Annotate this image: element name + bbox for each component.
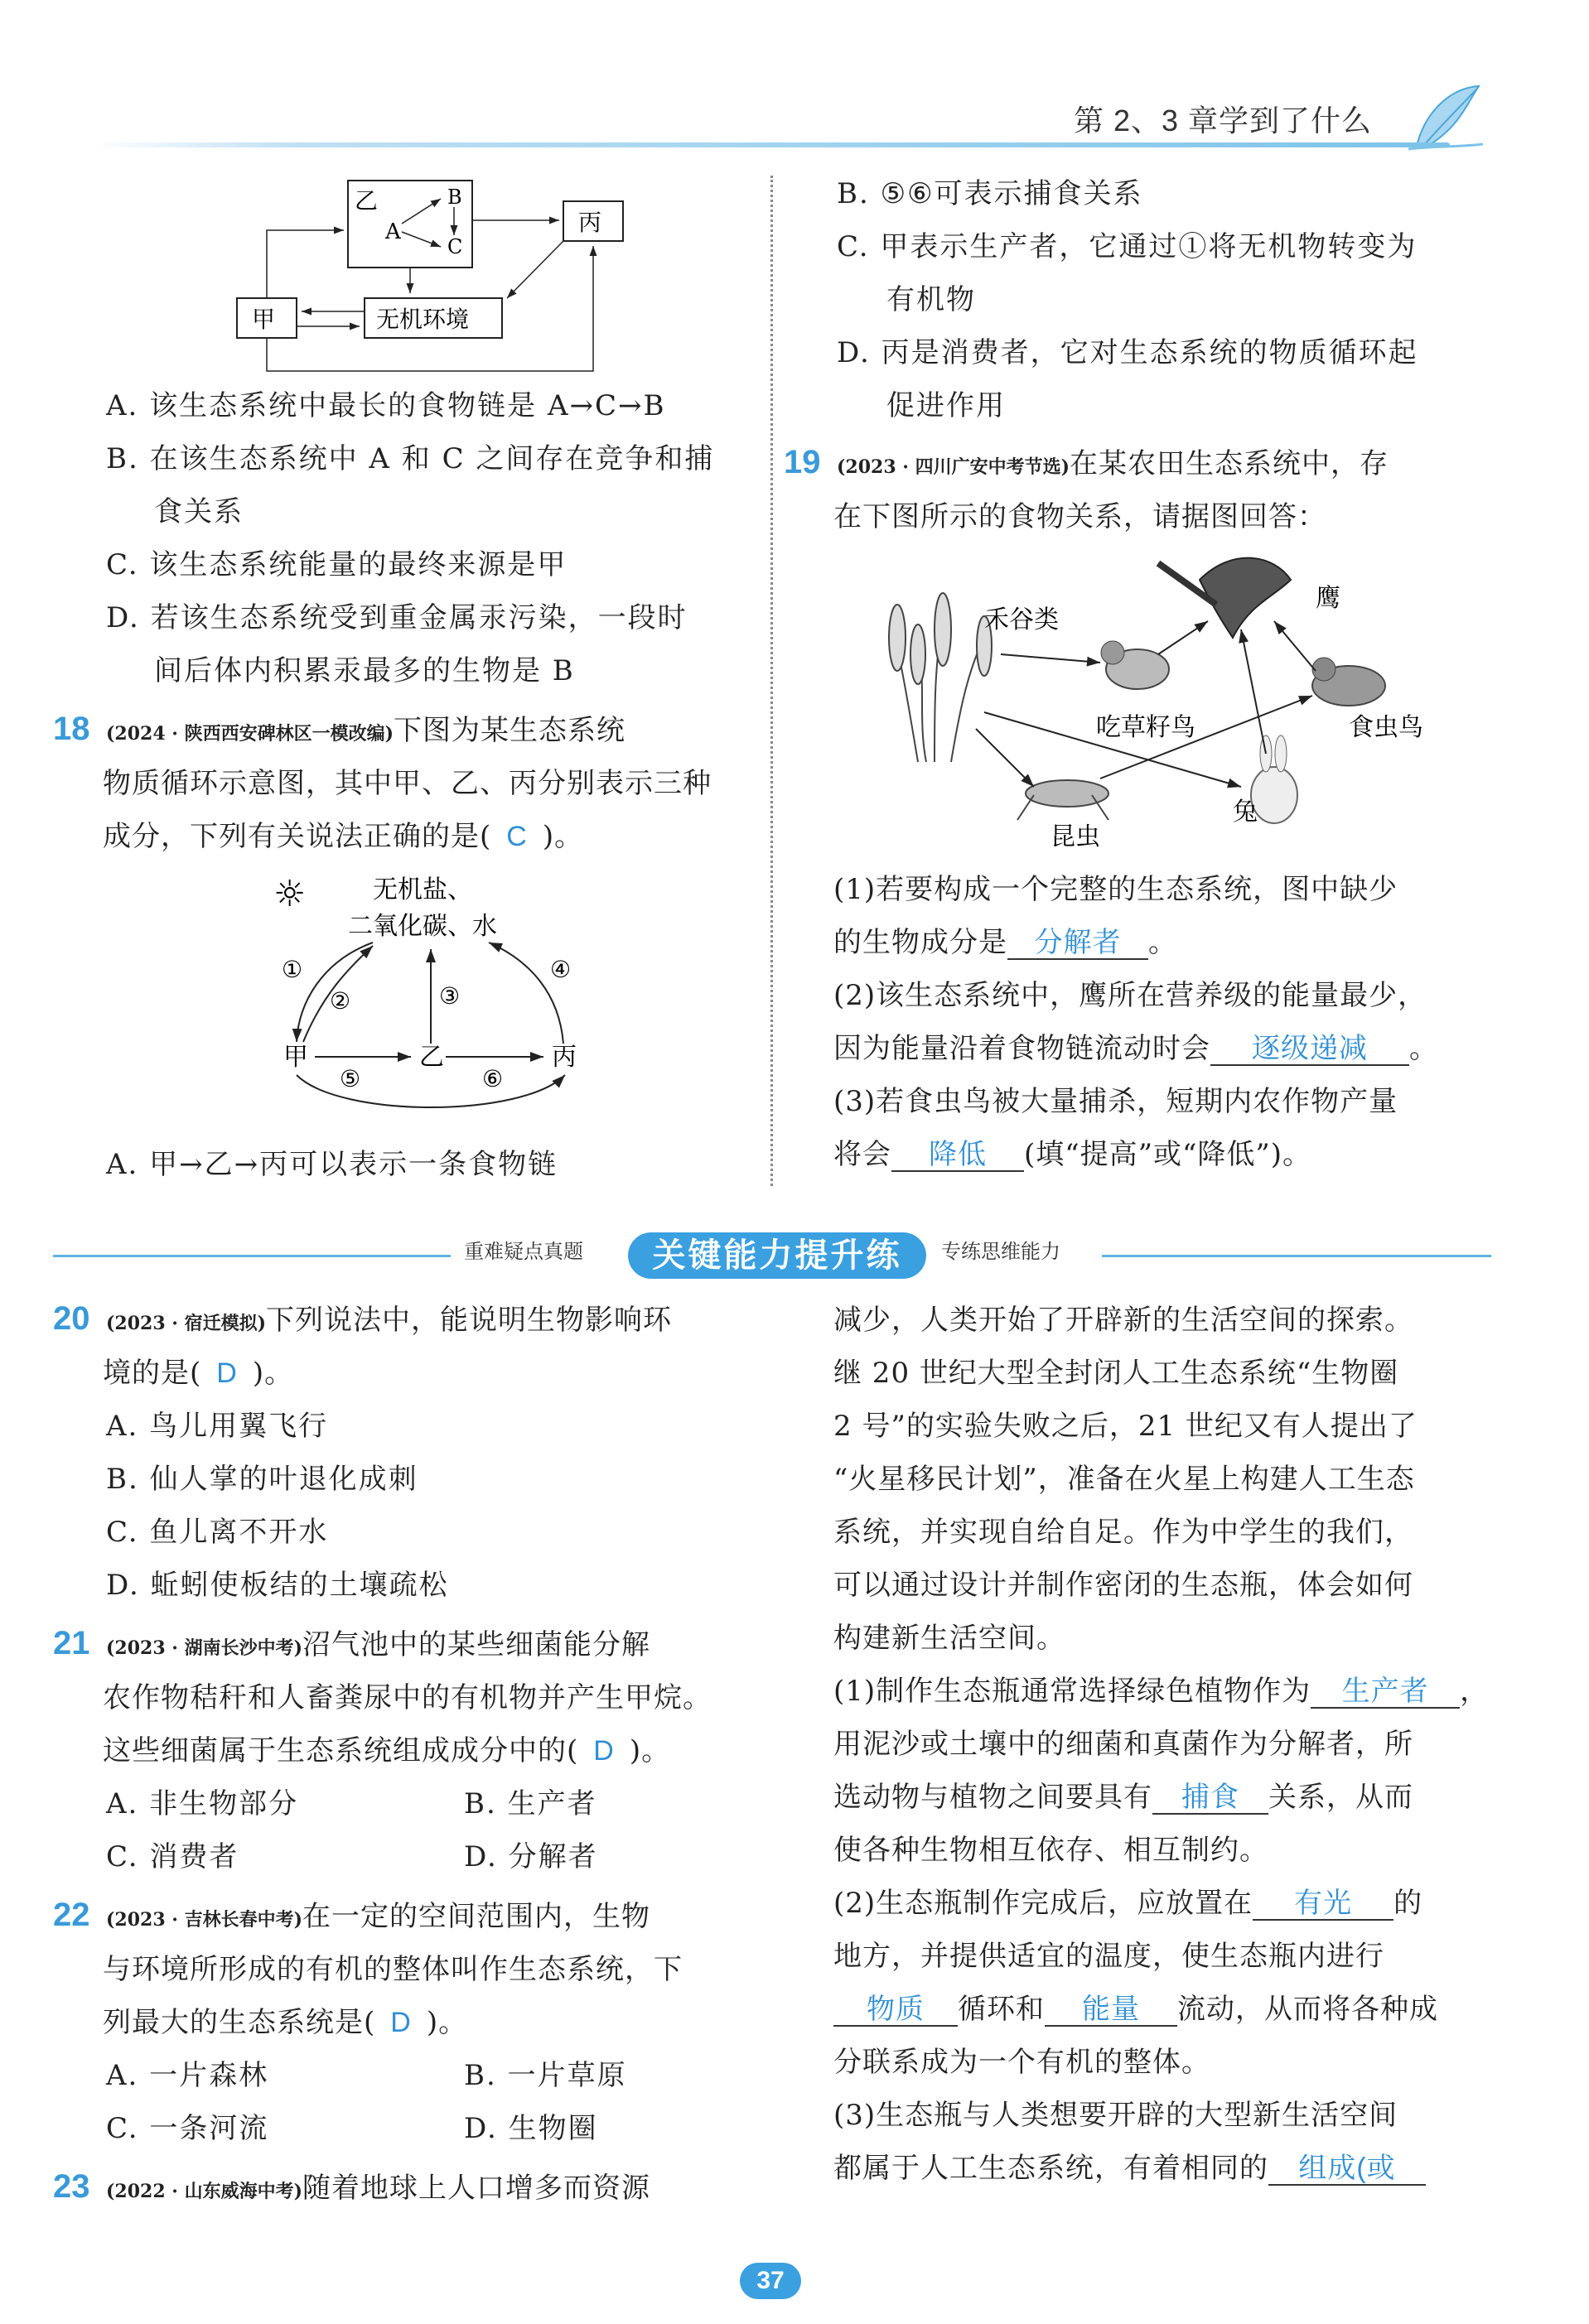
q18-option-a: A. 甲→乙→丙可以表示一条食物链 — [106, 1148, 558, 1181]
q18-option-c: C. 甲表示生产者，它通过①将无机物转变为 — [837, 230, 1418, 263]
q23-stem-r4: “火星移民计划”，准备在火星上构建人工生态 — [833, 1463, 1415, 1496]
q23-part1-answer1: 生产者 — [1311, 1675, 1460, 1709]
header-bar — [91, 142, 1450, 147]
cycle-num-5: ⑤ — [340, 1065, 361, 1092]
q18-stem-line3: 成分，下列有关说法正确的是( C )。 — [103, 820, 584, 853]
page-number: 37 — [740, 2263, 801, 2299]
q23-part2-line2: 地方，并提供适宜的温度，使生态瓶内进行 — [833, 1940, 1384, 1973]
q23-part2-line3: 物质 循环和 能量 流动，从而将各种成 — [833, 1993, 1438, 2027]
diag-label-jia: 甲 — [252, 306, 276, 333]
q23-stem-r2: 继 20 世纪大型全封闭人工生态系统“生物圈 — [833, 1357, 1399, 1390]
q19-part2-line1: (2)该生态系统中，鹰所在营养级的能量最少， — [833, 979, 1427, 1012]
q18-stem-line1: (2024 · 陕西西安碑林区一模改编)下图为某生态系统 — [106, 714, 626, 747]
q23-stem-r6: 可以通过设计并制作密闭的生态瓶，体会如何 — [833, 1569, 1413, 1602]
q17-option-d: D. 若该生态系统受到重金属汞污染，一段时 — [106, 601, 688, 634]
cycle-num-1: ① — [282, 956, 303, 983]
q19-part2-line2: 因为能量沿着食物链流动时会 逐级递减 。 — [833, 1032, 1438, 1065]
section-line-left — [53, 1255, 451, 1257]
q23-part2-answer1: 有光 — [1253, 1888, 1393, 1921]
q23-part2-answer2: 物质 — [833, 1994, 958, 2027]
q22-option-a: A. 一片森林 — [106, 2059, 269, 2092]
cycle-num-6: ⑥ — [482, 1065, 504, 1092]
q19-part1-answer: 分解者 — [1007, 927, 1148, 960]
q20-stem-line1: (2023 · 宿迁模拟)下列说法中，能说明生物影响环 — [106, 1304, 673, 1337]
q21-option-b: B. 生产者 — [464, 1787, 597, 1820]
chapter-title: 第 2、3 章学到了什么 — [1073, 104, 1372, 137]
q18-number: 18 — [53, 711, 90, 747]
q17-option-b: B. 在该生态系统中 A 和 C 之间存在竞争和捕 — [106, 442, 715, 475]
q17-option-c: C. 该生态系统能量的最终来源是甲 — [106, 548, 568, 581]
q20-option-d: D. 蚯蚓使板结的土壤疏松 — [106, 1569, 449, 1602]
q22-option-c: C. 一条河流 — [106, 2112, 269, 2145]
section-right-note: 专练思维能力 — [941, 1240, 1060, 1263]
q23-part3-line1: (3)生态瓶与人类想要开辟的大型新生活空间 — [833, 2099, 1398, 2132]
cycle-node-jia: 甲 — [283, 1043, 308, 1072]
section-left-note: 重难疑点真题 — [464, 1240, 583, 1263]
rabbit-icon — [1251, 735, 1297, 823]
insect-bird-icon — [1312, 658, 1385, 706]
q20-answer: D — [216, 1357, 238, 1389]
q19-number: 19 — [784, 444, 821, 480]
q22-answer: D — [390, 2007, 412, 2038]
q23-stem-r3: 2 号”的实验失败之后，21 世纪又有人提出了 — [833, 1410, 1418, 1443]
ecosystem-diagram — [224, 172, 654, 379]
q18-answer: C — [506, 821, 528, 852]
q21-option-d: D. 分解者 — [464, 1840, 598, 1873]
q20-option-a: A. 鸟儿用翼飞行 — [106, 1410, 329, 1443]
q22-stem-line3: 列最大的生态系统是( D )。 — [103, 2006, 468, 2039]
section-badge: 关键能力提升练 — [628, 1232, 926, 1279]
q23-stem-r7: 构建新生活空间。 — [833, 1622, 1065, 1655]
q20-option-c: C. 鱼儿离不开水 — [106, 1516, 329, 1549]
q19-part1-line2: 的生物成分是 分解者 。 — [833, 926, 1177, 959]
q18-option-c-cont: 有机物 — [886, 283, 976, 316]
diag-label-c: C — [447, 235, 463, 258]
seed-bird-icon — [1101, 641, 1169, 689]
q17-option-d-cont: 间后体内积累汞最多的生物是 B — [154, 654, 575, 687]
q22-option-d: D. 生物圈 — [464, 2112, 598, 2145]
cycle-node-bing: 丙 — [552, 1043, 577, 1072]
q20-number: 20 — [53, 1300, 90, 1337]
q23-part3-line2: 都属于人工生态系统，有着相同的 组成(或 — [833, 2152, 1426, 2186]
section-line-right — [1102, 1255, 1491, 1257]
label-eagle: 鹰 — [1316, 584, 1340, 613]
diag-label-env: 无机环境 — [376, 306, 470, 333]
q23-part3-answer: 组成(或 — [1268, 2153, 1426, 2186]
q19-part3-answer: 降低 — [891, 1139, 1024, 1172]
cycle-top-label2: 二氧化碳、水 — [348, 912, 497, 941]
q23-source: (2022 · 山东威海中考) — [106, 2181, 303, 2202]
q18-option-d-cont: 促进作用 — [886, 389, 1006, 422]
q20-stem-line2: 境的是( D )。 — [103, 1357, 294, 1390]
diag-label-yi: 乙 — [355, 187, 379, 215]
cycle-node-yi: 乙 — [419, 1043, 444, 1072]
q21-source: (2023 · 湖南长沙中考) — [106, 1637, 303, 1659]
label-rabbit: 兔 — [1233, 798, 1258, 827]
food-web-illustration — [885, 547, 1481, 861]
q23-part1-answer2: 捕食 — [1152, 1782, 1268, 1815]
label-seed-bird: 吃草籽鸟 — [1096, 713, 1195, 742]
q21-stem-line3: 这些细菌属于生态系统组成成分中的( D )。 — [103, 1734, 671, 1767]
q19-part2-answer: 逐级递减 — [1210, 1033, 1409, 1066]
q21-option-a: A. 非生物部分 — [106, 1787, 299, 1820]
q21-number: 21 — [53, 1625, 90, 1661]
cycle-num-4: ④ — [550, 956, 572, 983]
q19-stem-line1: (2023 · 四川广安中考节选)在某农田生态系统中，存 — [837, 447, 1389, 480]
q23-part2-line1: (2)生态瓶制作完成后，应放置在 有光 的 — [833, 1887, 1423, 1920]
q18-source: (2024 · 陕西西安碑林区一模改编) — [106, 723, 394, 745]
q23-part2-answer3: 能量 — [1045, 1994, 1177, 2027]
cycle-num-3: ③ — [439, 982, 461, 1010]
q19-part3-line1: (3)若食虫鸟被大量捕杀，短期内农作物产量 — [833, 1085, 1398, 1118]
q23-number: 23 — [53, 2168, 90, 2205]
q22-number: 22 — [53, 1897, 90, 1933]
column-divider — [770, 176, 773, 1186]
q19-part3-line2: 将会 降低 (填“提高”或“降低”)。 — [833, 1138, 1312, 1171]
diag-label-bing: 丙 — [578, 209, 602, 236]
q22-source: (2023 · 吉林长春中考) — [106, 1909, 303, 1931]
diag-label-b: B — [447, 186, 462, 209]
q19-stem-line2: 在下图所示的食物关系，请据图回答： — [833, 500, 1326, 533]
sun-icon: ☼ — [273, 873, 307, 915]
q18-option-d: D. 丙是消费者，它对生态系统的物质循环起 — [837, 336, 1418, 369]
q22-stem-line1: (2023 · 吉林长春中考)在一定的空间范围内，生物 — [106, 1900, 651, 1933]
q18-option-b: B. ⑤⑥可表示捕食关系 — [837, 177, 1143, 210]
q22-option-b: B. 一片草原 — [464, 2059, 627, 2092]
cycle-num-2: ② — [330, 987, 351, 1015]
label-insect: 昆虫 — [1050, 822, 1100, 851]
q19-source: (2023 · 四川广安中考节选) — [837, 456, 1070, 478]
material-cycle-diagram — [273, 870, 638, 1118]
q23-stem-r5: 系统，并实现自给自足。作为中学生的我们， — [833, 1516, 1413, 1549]
q21-stem-line1: (2023 · 湖南长沙中考)沼气池中的某些细菌能分解 — [106, 1628, 651, 1661]
insect-icon — [1017, 780, 1108, 820]
eagle-icon — [1158, 558, 1291, 638]
q17-option-b-cont: 食关系 — [154, 495, 244, 528]
label-insect-bird: 食虫鸟 — [1349, 713, 1423, 742]
q20-option-b: B. 仙人掌的叶退化成刺 — [106, 1463, 418, 1496]
q21-stem-line2: 农作物秸秆和人畜粪尿中的有机物并产生甲烷。 — [103, 1681, 712, 1714]
q23-part1-line2: 用泥沙或土壤中的细菌和真菌作为分解者，所 — [833, 1728, 1413, 1761]
q23-part1-line3: 选动物与植物之间要具有 捕食 关系，从而 — [833, 1781, 1413, 1814]
q22-stem-line2: 与环境所形成的有机的整体叫作生态系统，下 — [103, 1953, 683, 1986]
diag-label-a: A — [385, 219, 401, 244]
q19-part1-line1: (1)若要构成一个完整的生态系统，图中缺少 — [833, 873, 1398, 906]
q23-part2-line4: 分联系成为一个有机的整体。 — [833, 2046, 1210, 2079]
q18-stem-line2: 物质循环示意图，其中甲、乙、丙分别表示三种 — [103, 767, 712, 800]
q23-part1-line1: (1)制作生态瓶通常选择绿色植物作为 生产者 ， — [833, 1675, 1490, 1708]
q23-part1-line4: 使各种生物相互依存、相互制约。 — [833, 1834, 1268, 1867]
q21-option-c: C. 消费者 — [106, 1840, 239, 1873]
q23-stem-line1: (2022 · 山东威海中考)随着地球上人口增多而资源 — [106, 2172, 651, 2205]
q17-option-a: A. 该生态系统中最长的食物链是 A→C→B — [106, 389, 666, 422]
grain-plant — [889, 593, 992, 762]
q23-stem-r1: 减少，人类开始了开辟新的生活空间的探索。 — [833, 1304, 1413, 1337]
label-grain: 禾谷类 — [984, 605, 1059, 634]
q21-answer: D — [593, 1735, 615, 1767]
q20-source: (2023 · 宿迁模拟) — [106, 1313, 267, 1334]
cycle-top-label1: 无机盐、 — [373, 875, 472, 904]
